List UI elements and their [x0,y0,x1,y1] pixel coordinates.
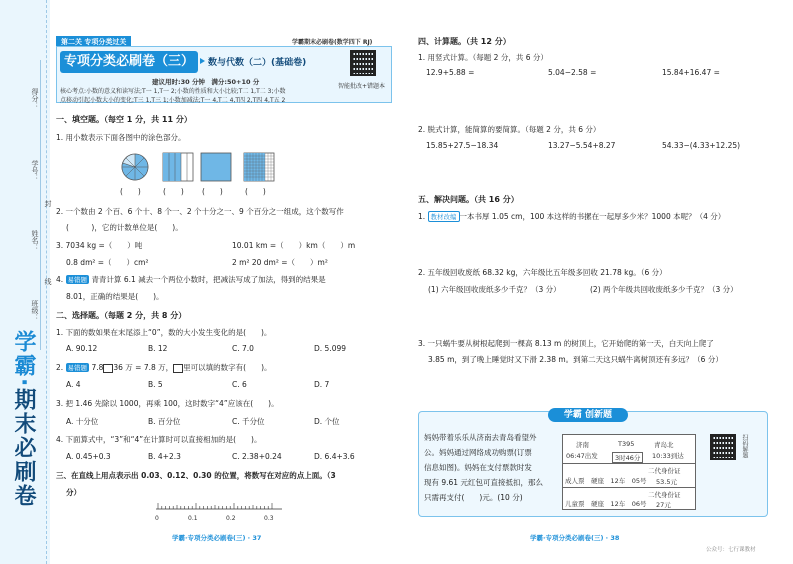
figure-blank-1[interactable]: ( ) [120,187,141,196]
ticket-row1-price: 53.5元 [656,478,677,486]
ticket-arrive: 10:33到达 [652,452,684,460]
book-tag: 学霸期末必刷卷(数学四下 RJ) [292,39,373,46]
q1-3c: 0.8 dm² =（ ）cm² [66,258,149,267]
q1-3a: 3. 7034 kg =（ ）吨 [56,241,143,250]
number-line[interactable] [150,500,290,514]
time-note: 建议用时:30 分钟 满分:50+10 分 [152,78,260,86]
q1-4-text: 青青计算 6.1 减去一个两位小数时，把减法写成了加法，得到的结果是 [91,275,326,284]
shaded-circle-figure [118,152,152,182]
section-4-title: 四、计算题。（共 12 分） [418,37,511,46]
ticket-row2-price: 27元 [656,501,671,509]
shaded-square-figure [200,152,232,182]
q2-2-opt-d[interactable]: D. 7 [314,380,330,389]
q4-1-item-1: 12.9+5.88 = [426,68,475,77]
bonus-line-1: 妈妈带着乐乐从济南去青岛看望外 [424,433,537,442]
q2-2-b: 36 万 = 7.8 万， [113,363,174,372]
figure-blank-3[interactable]: ( ) [202,187,223,196]
ticket-row1: 成人票 硬座 12车 05号 [565,477,647,485]
section-5-title: 五、解决问题。（共 16 分） [418,195,519,204]
q1-1: 1. 用小数表示下面各图中的涂色部分。 [56,133,186,142]
brand-b: 期末必刷卷 [11,388,36,509]
q2-1-opt-c[interactable]: C. 7.0 [232,344,254,353]
innovation-title: 学霸 创新题 [548,408,628,422]
core-points [60,87,388,105]
figure-blank-4[interactable]: ( ) [245,187,266,196]
qr-code-icon-2[interactable] [710,434,736,460]
textbook-adapted-tag: 教材改编 [428,211,460,222]
q4-2-item-2: 13.27−5.54+8.27 [548,141,616,150]
q4-2: 2. 脱式计算，能简算的要简算。（每题 2 分，共 6 分） [418,125,601,134]
q2-1: 1. 下面的数如果在末尾添上“0”，数的大小发生变化的是( )。 [56,328,272,337]
q2-2-opt-c[interactable]: C. 6 [232,380,247,389]
ruler-label-0-2: 0.2 [226,515,236,522]
q5-2-sub1: (1) 六年级回收废纸多少千克？（3 分） [428,285,561,294]
watermark: 公众号：七行课教材 [706,547,756,553]
q1-3b: 10.01 km =（ ）km（ ）m [232,241,356,250]
q2-4: 4. 下面算式中，“3”和“4”在计算时可以直接相加的是( )。 [56,435,262,444]
ticket-depart: 06:47出发 [566,452,598,460]
q2-1-opt-b[interactable]: B. 12 [148,344,168,353]
q2-3: 3. 把 1.46 先除以 1000，再乘 100，这时数字“4”应该在( )。 [56,399,279,408]
page-subtitle: 数与代数（二）(基础卷) [208,58,307,68]
class-label: 班级： [31,300,39,321]
brand-logo [8,330,39,508]
title-arrow-icon [200,58,205,64]
ticket-divider-2 [562,487,696,488]
q2-3-opt-b[interactable]: B. 百分位 [148,417,181,426]
q2-3-opt-c[interactable]: C. 千分位 [232,417,265,426]
section-3-line1: 三、在直线上用点表示出 0.03、0.12、0.30 的位置，将数写在对应的点上面。（3 [56,471,336,480]
brand-a: 学霸· [11,330,36,389]
q2-1-opt-d[interactable]: D. 5.099 [314,344,347,353]
q1-2-line2: ( )，它的计数单位是( )。 [66,223,183,232]
q2-3-opt-d[interactable]: D. 个位 [314,417,340,426]
cut-mark-xian: 线 [44,278,52,285]
section-3-line2: 分） [66,488,81,497]
bonus-line-3: 信息如图)。妈妈在支付票款时发 [424,463,532,472]
student-number-label: 学号： [31,160,39,181]
score-label: 得分： [31,88,39,109]
q1-2-line1: 2. 一个数由 2 个百、6 个十、8 个一、2 个十分之一、9 个百分之一组成，这个数写作 [56,207,344,216]
error-prone-tag-2: 易错题 [67,364,88,372]
q5-2-sub2: (2) 两个年级共回收废纸多少千克？（3 分） [590,285,738,294]
q1-4-line1: 4. 易错题 青青计算 6.1 减去一个两位小数时，把减法写成了加法，得到的结果是 [56,275,326,284]
ticket-row2-type: 二代身份证 [648,491,681,499]
error-prone-tag: 易错题 [67,276,88,284]
q5-1: 1. 教材改编 一本书厚 1.05 cm，100 本这样的书摞在一起厚多少米？1000 本呢？（4 分） [418,212,726,221]
qr-code-icon[interactable] [350,50,376,76]
bonus-line-4: 现有 9.61 元红包可直接抵扣，那么 [424,478,543,487]
q2-4-opt-b[interactable]: B. 4+2.3 [148,452,181,461]
q5-3-line1: 3. 一只蜗牛要从树根起爬到一棵高 8.13 m 的树顶上，它开始爬的第一天，白天向上爬了 [418,339,714,348]
ruler-label-0: 0 [155,515,159,522]
q2-2-a: 7.8 [91,363,104,372]
ticket-duration: 3时46分 [612,452,643,463]
q2-2-opt-a[interactable]: A. 4 [66,380,81,389]
ruler-label-0-1: 0.1 [188,515,198,522]
q2-3-opt-a[interactable]: A. 十分位 [66,417,99,426]
q4-1: 1. 用竖式计算。（每题 2 分，共 6 分） [418,53,548,62]
core-points-line1: 核心考点:小数的意义和读写法;T一 1,T一 2;小数的性质和大小比较;T二 1,T二 3;小数 [60,88,286,95]
q2-4-opt-c[interactable]: C. 2.38+0.24 [232,452,282,461]
q4-1-item-3: 15.84+16.47 = [662,68,720,77]
digit-box[interactable] [103,364,113,373]
q4-2-item-3: 54.33−(4.33+12.25) [662,141,741,150]
q4-1-item-2: 5.04−2.58 = [548,68,597,77]
ticket-row2: 儿童票 硬座 12车 06号 [565,500,647,508]
q1-3d: 2 m² 20 dm² =（ ）m² [232,258,328,267]
q1-4-line2: 8.01，正确的结果是( )。 [66,292,164,301]
q2-2: 2. 易错题 7.8 36 万 = 7.8 万， 里可以填的数字有( )。 [56,363,272,372]
section-1-title: 一、填空题。（每空 1 分，共 11 分） [56,115,192,124]
q2-4-opt-a[interactable]: A. 0.45+0.3 [66,452,111,461]
bonus-line-2: 公。妈妈通过网络成功购票(订票 [424,448,532,457]
bonus-line-5: 只需再支付( )元。(10 分) [424,493,523,502]
section-2-title: 二、选择题。（每题 2 分，共 8 分） [56,311,187,320]
footer-left: 学霸·专项分类必刷卷(三) · 37 [172,534,262,542]
ticket-row1-type: 二代身份证 [648,467,681,475]
q4-2-item-1: 15.85+27.5−18.34 [426,141,499,150]
innovation-text [424,430,556,505]
core-points-line2: 点移动引起小数大小的变化;T三 1,T三 1;小数加减法;T一 4,T二 4,T四 2,T四 4,T五 2 [60,97,286,104]
q5-2-line1: 2. 五年级回收废纸 68.32 kg，六年级比五年级多回收 21.78 kg。（6 分） [418,268,667,277]
name-label: 姓名： [31,230,39,251]
page-title: 专项分类必刷卷（三） [60,51,198,73]
footer-right: 学霸·专项分类必刷卷(三) · 38 [530,534,620,542]
sidebar-rule [40,60,41,350]
qr-note: 智能批改+错题本 [338,83,386,90]
digit-box-2[interactable] [173,364,183,373]
ticket-divider-1 [562,463,696,464]
shaded-grid-figure [243,152,275,182]
q2-2-c: 里可以填的数字有( )。 [183,363,272,372]
q5-1-text: 一本书厚 1.05 cm，100 本这样的书摞在一起厚多少米？1000 本呢？（4 分） [459,212,726,221]
q2-4-opt-d[interactable]: D. 6.4+3.6 [314,452,355,461]
figure-blank-2[interactable]: ( ) [163,187,184,196]
q2-2-opt-b[interactable]: B. 5 [148,380,163,389]
stage-tag: 第二关 专项分类过关 [56,36,131,48]
q5-3-line2: 3.85 m，到了晚上睡觉时又下滑 2.38 m。到第二天这只蜗牛离树顶还有多远？（6 分） [428,355,723,364]
q2-1-opt-a[interactable]: A. 90.12 [66,344,98,353]
ruler-label-0-3: 0.3 [264,515,274,522]
cut-mark-feng: 封 [44,200,52,207]
ticket-from: 济南 [576,441,589,449]
shaded-bar-figure [162,152,194,182]
qr-side-note: 扫码解题 [741,434,748,458]
ticket-train: T395 [618,440,635,448]
ticket-to: 青岛北 [654,441,674,449]
